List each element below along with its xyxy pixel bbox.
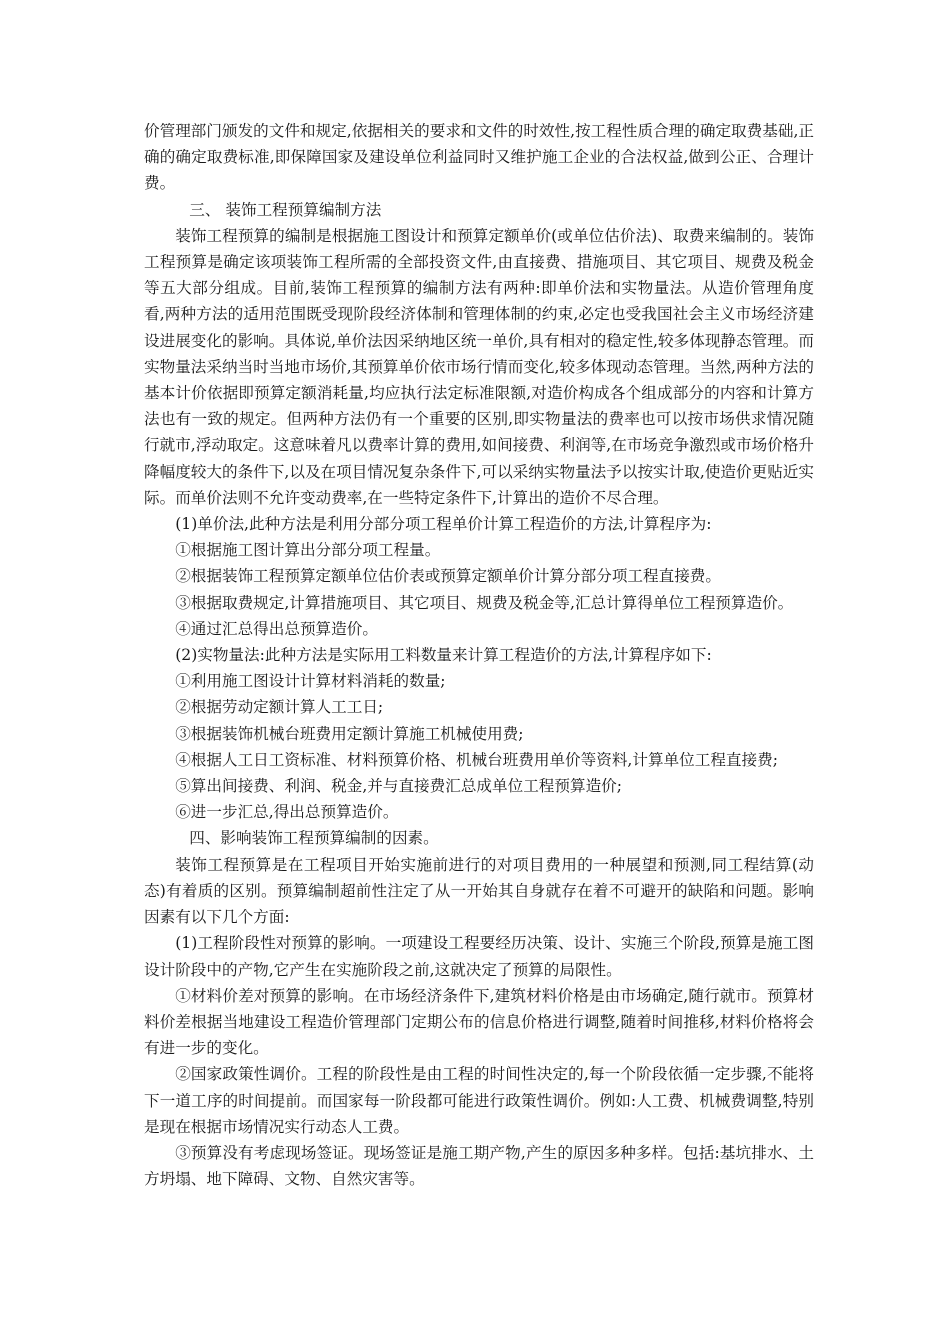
paragraph-method-overview: 装饰工程预算的编制是根据施工图设计和预算定额单价(或单位估价法)、取费来编制的。装饰工程预算是确定该项装饰工程所需的全部投资文件,由直接费、措施项目、其它项目、规费及税金等五大部分组成。目前,装饰工程预算的编制方法有两种:即单价法和实物量法。从造价管理角度看,两种方法的适用范围既受现阶段经济体制和管理体制的约束,必定也受我国社会主义市场经济建设进展变化的影响。具体说,单价法因采纳地区统一单价,具有相对的稳定性,较多体现静态管理。而实物量法采纳当时当地市场价,其预算单价依市场行情而变化,较多体现动态管理。当然,两种方法的基本计价依据即预算定额消耗量,均应执行法定标准限额,对造价构成各个组成部分的内容和计算方法也有一致的规定。但两种方法仍有一个重要的区别,即实物量法的费率也可以按市场供求情况随行就市,浮动取定。这意味着凡以费率计算的费用,如间接费、利润等,在市场竞争激烈或市场价格升降幅度较大的条件下,以及在项目情况复杂条件下,可以采纳实物量法予以按实计取,使造价更贴近实际。而单价法则不允许变动费率,在一些特定条件下,计算出的造价不尽合理。 (144, 226, 814, 507)
list-item: ③根据取费规定,计算措施项目、其它项目、规费及税金等,汇总计算得单位工程预算造价。 (175, 593, 794, 612)
list-item: ③预算没有考虑现场签证。现场签证是施工期产物,产生的原因多种多样。包括:基坑排水、土方坍塌、地下障碍、文物、自然灾害等。 (144, 1143, 814, 1189)
paragraph-unit-price-method: (1)单价法,此种方法是利用分部分项工程单价计算工程造价的方法,计算程序为: (175, 515, 712, 534)
list-item: ⑤算出间接费、利润、税金,并与直接费汇总成单位工程预算造价; (175, 777, 623, 796)
document-page (144, 118, 814, 1192)
list-item: ①材料价差对预算的影响。在市场经济条件下,建筑材料价格是由市场确定,随行就市。预算材料价差根据当地建设工程造价管理部门定期公布的信息价格进行调整,随着时间推移,材料价格将会有进一步的变化。 (144, 986, 814, 1058)
section-heading-4: 四、影响装饰工程预算编制的因素。 (189, 829, 439, 848)
list-item: ②根据装饰工程预算定额单位估价表或预算定额单价计算分部分项工程直接费。 (175, 567, 721, 586)
list-item: ③根据装饰机械台班费用定额计算施工机械使用费; (175, 724, 524, 743)
list-item: ①利用施工图设计计算材料消耗的数量; (175, 672, 446, 691)
section-heading-3: 三、 装饰工程预算编制方法 (189, 200, 382, 219)
list-item: ②根据劳动定额计算人工工日; (175, 698, 384, 717)
list-item: ④根据人工日工资标准、材料预算价格、机械台班费用单价等资料,计算单位工程直接费; (175, 750, 778, 769)
paragraph-continuation: 价管理部门颁发的文件和规定,依据相关的要求和文件的时效性,按工程性质合理的确定取费基础,正确的确定取费标准,即保障国家及建设单位利益同时又维护施工企业的合法权益,做到公正、合理计费。 (144, 122, 814, 193)
paragraph-factors-intro: 装饰工程预算是在工程项目开始实施前进行的对项目费用的一种展望和预测,同工程结算(动态)有着质的区别。预算编制超前性注定了从一开始其自身就存在着不可避开的缺陷和问题。影响因素有以下几个方面: (144, 855, 814, 927)
list-item: ⑥进一步汇总,得出总预算造价。 (175, 803, 399, 822)
list-item: ①根据施工图计算出分部分项工程量。 (175, 541, 441, 560)
paragraph-physical-quantity-method: (2)实物量法:此种方法是实际用工料数量来计算工程造价的方法,计算程序如下: (175, 646, 712, 665)
list-item: ②国家政策性调价。工程的阶段性是由工程的时间性决定的,每一个阶段依循一定步骤,不能将下一道工序的时间提前。而国家每一阶段都可能进行政策性调价。例如:人工费、机械费调整,特别是现在根据市场情况实行动态人工费。 (144, 1065, 814, 1136)
paragraph-factor-stage: (1)工程阶段性对预算的影响。一项建设工程要经历决策、设计、实施三个阶段,预算是施工图设计阶段中的产物,它产生在实施阶段之前,这就决定了预算的局限性。 (144, 934, 814, 979)
list-item: ④通过汇总得出总预算造价。 (175, 619, 378, 638)
